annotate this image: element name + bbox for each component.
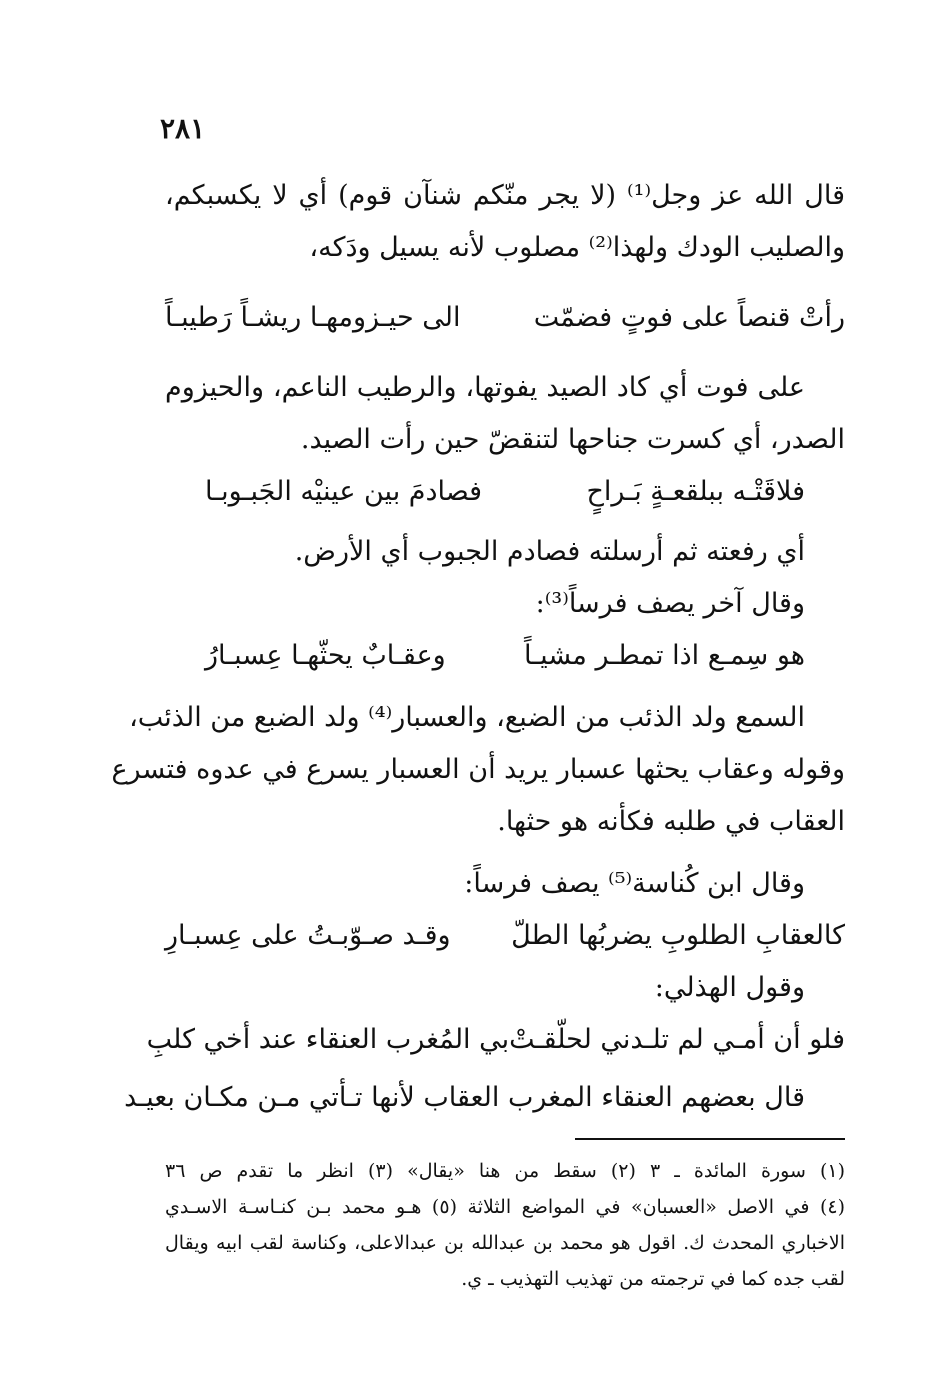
footnotes bbox=[165, 1153, 845, 1297]
text-line: على فوت أي كاد الصيد يفوتها، والرطيب الناعم، والحيزوم bbox=[165, 372, 805, 403]
footnote-divider bbox=[575, 1138, 845, 1140]
verse-hemistich-second: الى حيـزومهـا ريشـاً رَطيبـاً bbox=[165, 302, 461, 333]
footnote-line: (٤) في الاصل «العسبان» في المواضع الثلاثة (٥) هـو محمد بـن كنـاسـة الاسـدي bbox=[165, 1196, 845, 1218]
footnote-line: (١) سورة المائدة ـ ٣ (٢) سقط من هنا «يقال» (٣) انظر ما تقدم ص ٣٦ bbox=[165, 1160, 846, 1182]
text-line: وقول الهذلي: bbox=[654, 972, 805, 1003]
verse-hemistich-second: وقـد صـوّبـتُ على عِسبـارِ bbox=[165, 920, 451, 951]
main-text bbox=[111, 170, 845, 1124]
text-line: وقال ابن كُناسة⁽⁵⁾ يصف فرساً: bbox=[464, 868, 805, 899]
poem-verse bbox=[165, 466, 845, 518]
text-line: أي رفعته ثم أرسلته فصادم الجبوب أي الأرض. bbox=[294, 536, 805, 567]
footnote-line: الاخباري المحدث ك. اقول هو محمد بن عبدالله بن عبدالاعلى، وكناسة لقب ابيه ويقال bbox=[165, 1232, 845, 1254]
poem-verse bbox=[165, 910, 845, 962]
text-line: والصليب الودك ولهذا⁽²⁾ مصلوب لأنه يسيل ودَكه، bbox=[309, 232, 845, 263]
text-line: وقال آخر يصف فرساً⁽³⁾: bbox=[535, 588, 805, 619]
poem-verse bbox=[165, 630, 845, 682]
text-line: وقوله وعقاب يحثها عسبار يريد أن العسبار يسرع في عدوه فتسرع bbox=[111, 754, 845, 785]
verse-hemistich-second: بي المُغرب العنقاء عند أخي كلبِ bbox=[146, 1024, 510, 1055]
page-number: ٢٨١ bbox=[160, 112, 206, 145]
verse-hemistich-second: وعقـابٌ يحثّهـا عِسبـارُ bbox=[205, 640, 446, 671]
verse-hemistich-first: كالعقابِ الطلوبِ يضربُها الطلّ bbox=[511, 920, 845, 951]
verse-hemistich-first: فلاقَتْـه ببلقعـةٍ بَـراحٍ bbox=[586, 476, 805, 507]
text-line: العقاب في طلبه فكأنه هو حثها. bbox=[497, 806, 845, 837]
verse-hemistich-first: رأتْ قنصاً على فوتٍ فضمّت bbox=[533, 302, 845, 333]
text-line: الصدر، أي كسرت جناحها لتنقضّ حين رأت الصيد. bbox=[300, 424, 845, 455]
poem-verse bbox=[165, 292, 845, 344]
text-line: قال الله عز وجل⁽¹⁾ (لا يجر منّكم شنآن قوم) أي لا يكسبكم، bbox=[165, 180, 845, 211]
poem-verse bbox=[146, 1014, 845, 1066]
text-line: السمع ولد الذئب من الضبع، والعسبار⁽⁴⁾ ولد الضبع من الذئب، bbox=[129, 702, 805, 733]
verse-hemistich-first: فلو أن أمـي لم تلـدني لحلّقـتْ bbox=[509, 1024, 845, 1055]
text-line: قال بعضهم العنقاء المغرب العقاب لأنها تـأتي مـن مكـان بعيـد bbox=[124, 1082, 805, 1113]
verse-hemistich-first: هو سِمـع اذا تمطـر مشيـاً bbox=[524, 640, 805, 671]
verse-hemistich-second: فصادمَ بين عينيْه الجَبـوبـا bbox=[205, 476, 483, 507]
footnote-line: لقب جده كما في ترجمته من تهذيب التهذيب ـ ي. bbox=[461, 1268, 845, 1290]
